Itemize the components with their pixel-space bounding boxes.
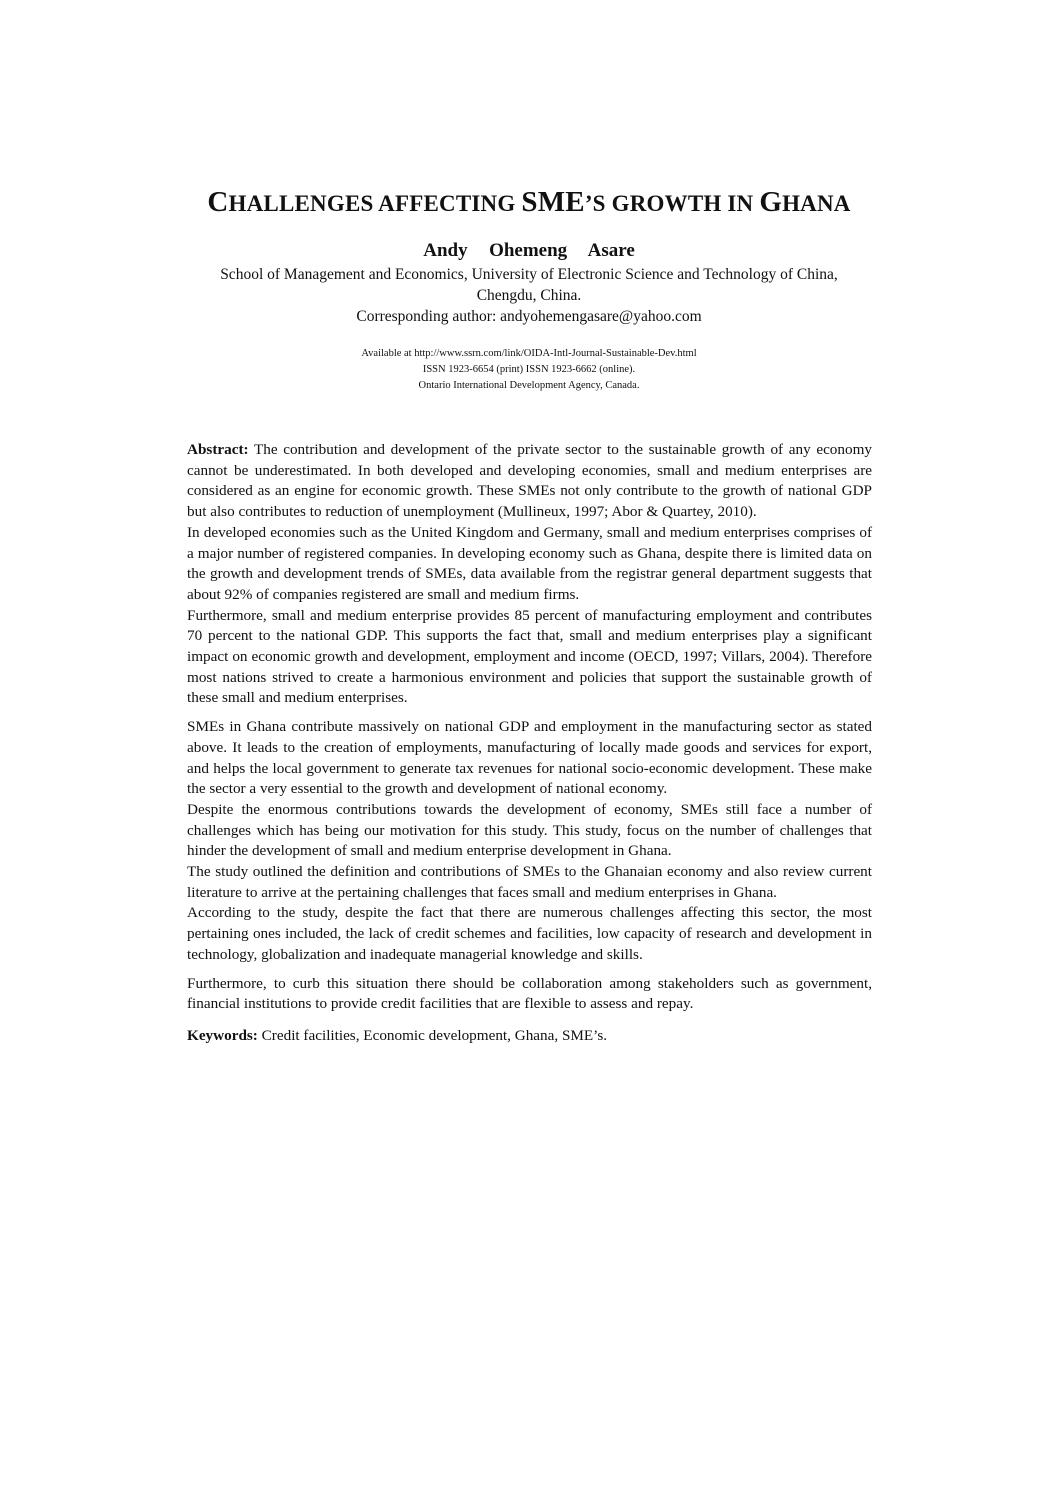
abstract-label: Abstract: [187,441,249,458]
corresponding-author: Corresponding author: andyohemengasare@yahoo.com [356,308,702,325]
affiliation-city: Chengdu, China. [476,287,582,304]
author-name: Andy Ohemeng Asare [423,240,635,261]
abstract-text: The contribution and development of the private sector to the sustainable growth of any economy cannot be underestimated. In both developed and developing economies, small and medium enterprises are considered as an engine for economic growth. These SMEs not only contribute to the growth of national GDP but also contributes to reduction of unemployment (Mullineux, 1997; Abor & Quartey, 2010). [187,441,872,521]
keywords-text: Credit facilities, Economic development, Ghana, SME’s. [257,1026,608,1044]
author-affiliation [170,264,888,327]
keywords [187,1026,872,1047]
publisher: Ontario International Development Agency, Canada. [418,380,640,391]
abstract-paragraph: In developed economies such as the United Kingdom and Germany, small and medium enterprises comprises of a major number of registered companies. In developing economy such as Ghana, despite there is limited data on the growth and development trends of SMEs, data available from the registrar general department suggests that about 92% of companies registered are small and medium firms. [187,523,872,603]
abstract-paragraph: Furthermore, to curb this situation there should be collaboration among stakeholders such as government, financial institutions to provide credit facilities that are flexible to assess and repay. [187,974,872,1013]
abstract-section [187,440,872,1047]
availability-url: Available at http://www.ssrn.com/link/OIDA-Intl-Journal-Sustainable-Dev.html [361,348,697,359]
title-part: ’S GROWTH IN [584,191,760,216]
abstract-paragraph [187,440,872,523]
title-part: G [759,186,783,218]
abstract-paragraph: Furthermore, small and medium enterprise provides 85 percent of manufacturing employment and contributes 70 percent to the national GDP. This supports the fact that, small and medium enterprises play a significant impact on economic growth and development, employment and income (OECD, 1997; Villars, 2004). Therefore most nations strived to create a harmonious environment and policies that support the sustainable growth of these small and medium enterprises. [187,606,872,707]
affiliation-line: School of Management and Economics, University of Electronic Science and Technology of China, [220,266,838,283]
title-part: C [207,186,229,218]
publication-info [0,346,1058,394]
abstract-paragraph: According to the study, despite the fact that there are numerous challenges affecting this sector, the most pertaining ones included, the lack of credit schemes and facilities, low capacity of research and development in technology, globalization and inadequate managerial knowledge and skills. [187,904,872,963]
issn: ISSN 1923-6654 (print) ISSN 1923-6662 (online). [422,364,636,375]
title-part: HALLENGES AFFECTING [228,191,522,216]
paper-title [0,186,1058,219]
title-part: HANA [782,191,851,216]
abstract-paragraph: SMEs in Ghana contribute massively on national GDP and employment in the manufacturing sector as stated above. It leads to the creation of employments, manufacturing of locally made goods and services for export, and helps the local government to generate tax revenues for national socio-economic development. These make the sector a very essential to the growth and development of national economy. [187,718,872,798]
keywords-label: Keywords: [187,1026,258,1044]
abstract-paragraph: Despite the enormous contributions towards the development of economy, SMEs still face a number of challenges which has being our motivation for this study. This study, focus on the number of challenges that hinder the development of small and medium enterprise development in Ghana. [187,800,872,860]
title-part: SME [521,186,585,218]
abstract-paragraph: The study outlined the definition and contributions of SMEs to the Ghanaian economy and also review current literature to arrive at the pertaining challenges that faces small and medium enterprises in Ghana. [187,863,872,901]
